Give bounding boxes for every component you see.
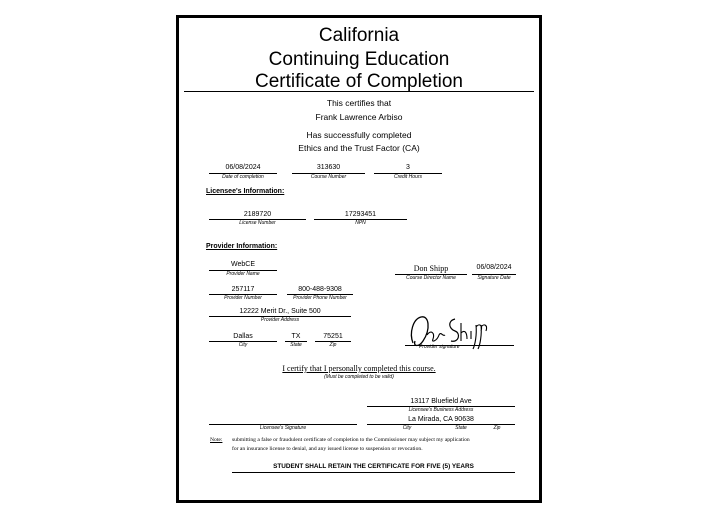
npn-label: NPN <box>355 220 366 226</box>
note-line-2: for an insurance license to denial, and any issued license to suspension or revocation. <box>232 446 423 452</box>
zip-value: 75251 <box>323 333 343 340</box>
completed-text: Has successfully completed <box>306 130 412 140</box>
retain-statement-line <box>232 472 515 473</box>
zip-label: Zip <box>329 342 337 348</box>
licensee-signature-label: Licensee's Signature <box>259 425 307 431</box>
note-label: Note: <box>210 437 223 443</box>
title-program: Continuing Education <box>268 49 450 70</box>
city-value: Dallas <box>233 333 253 340</box>
course-director-value: Don Shipp <box>413 264 449 273</box>
business-address-label: Licensee's Business Address <box>408 407 474 413</box>
course-number-label: Course Number <box>310 174 347 180</box>
licensee-section-heading: Licensee's Information: <box>206 188 285 195</box>
course-title: Ethics and the Trust Factor (CA) <box>298 143 420 153</box>
certify-statement: I certify that I personally completed this course. <box>282 364 436 373</box>
course-number-value: 313630 <box>316 164 341 171</box>
certifies-text: This certifies that <box>326 98 392 108</box>
provider-phone-label: Provider Phone Number <box>293 295 347 301</box>
retain-statement: STUDENT SHALL RETAIN THE CERTIFICATE FOR FIVE (5) YEARS <box>273 463 474 470</box>
licensee-city-state-zip-value: La Mirada, CA 90638 <box>408 416 474 423</box>
business-address-value: 13117 Bluefield Ave <box>410 398 472 405</box>
licensee-name: Frank Lawrence Arbiso <box>315 112 403 122</box>
signature-date-value: 06/08/2024 <box>476 264 512 271</box>
provider-name-value: WebCE <box>231 261 255 268</box>
credit-hours-value: 3 <box>406 164 410 171</box>
certificate <box>176 15 542 503</box>
license-number-value: 2189720 <box>243 211 272 218</box>
licensee-state-label: State <box>455 425 467 431</box>
title-divider <box>184 91 534 92</box>
provider-number-value: 257117 <box>231 286 255 293</box>
licensee-zip-label: Zip <box>493 425 501 431</box>
provider-signature-label: Provider signature <box>419 344 460 350</box>
npn-value: 17293451 <box>344 211 377 218</box>
certify-note: (Must be completed to be valid) <box>324 374 394 380</box>
note-line-1: submitting a false or fraudulent certificate of completion to the Commissioner may subject my application <box>232 437 470 443</box>
completion-date-value: 06/08/2024 <box>225 164 261 171</box>
state-value: TX <box>291 333 301 340</box>
state-label: State <box>290 342 302 348</box>
license-number-label: License Number <box>239 220 276 226</box>
provider-section-heading: Provider Information: <box>206 243 278 250</box>
signature-date-label: Signature Date <box>477 275 511 281</box>
title-state: California <box>318 25 400 46</box>
title-certificate: Certificate of Completion <box>254 71 464 92</box>
provider-name-label: Provider Name <box>226 271 260 277</box>
provider-address-label: Provider Address <box>260 317 300 323</box>
licensee-city-label: City <box>402 425 412 431</box>
course-director-label: Course Director Name <box>406 275 456 281</box>
provider-address-value: 12222 Merit Dr., Suite 500 <box>239 308 321 315</box>
provider-number-label: Provider Number <box>224 295 262 301</box>
credit-hours-label: Credit Hours <box>393 174 423 180</box>
completion-date-label: Date of completion <box>222 174 264 180</box>
city-label: City <box>238 342 248 348</box>
provider-phone-value: 800-488-9308 <box>298 286 342 293</box>
